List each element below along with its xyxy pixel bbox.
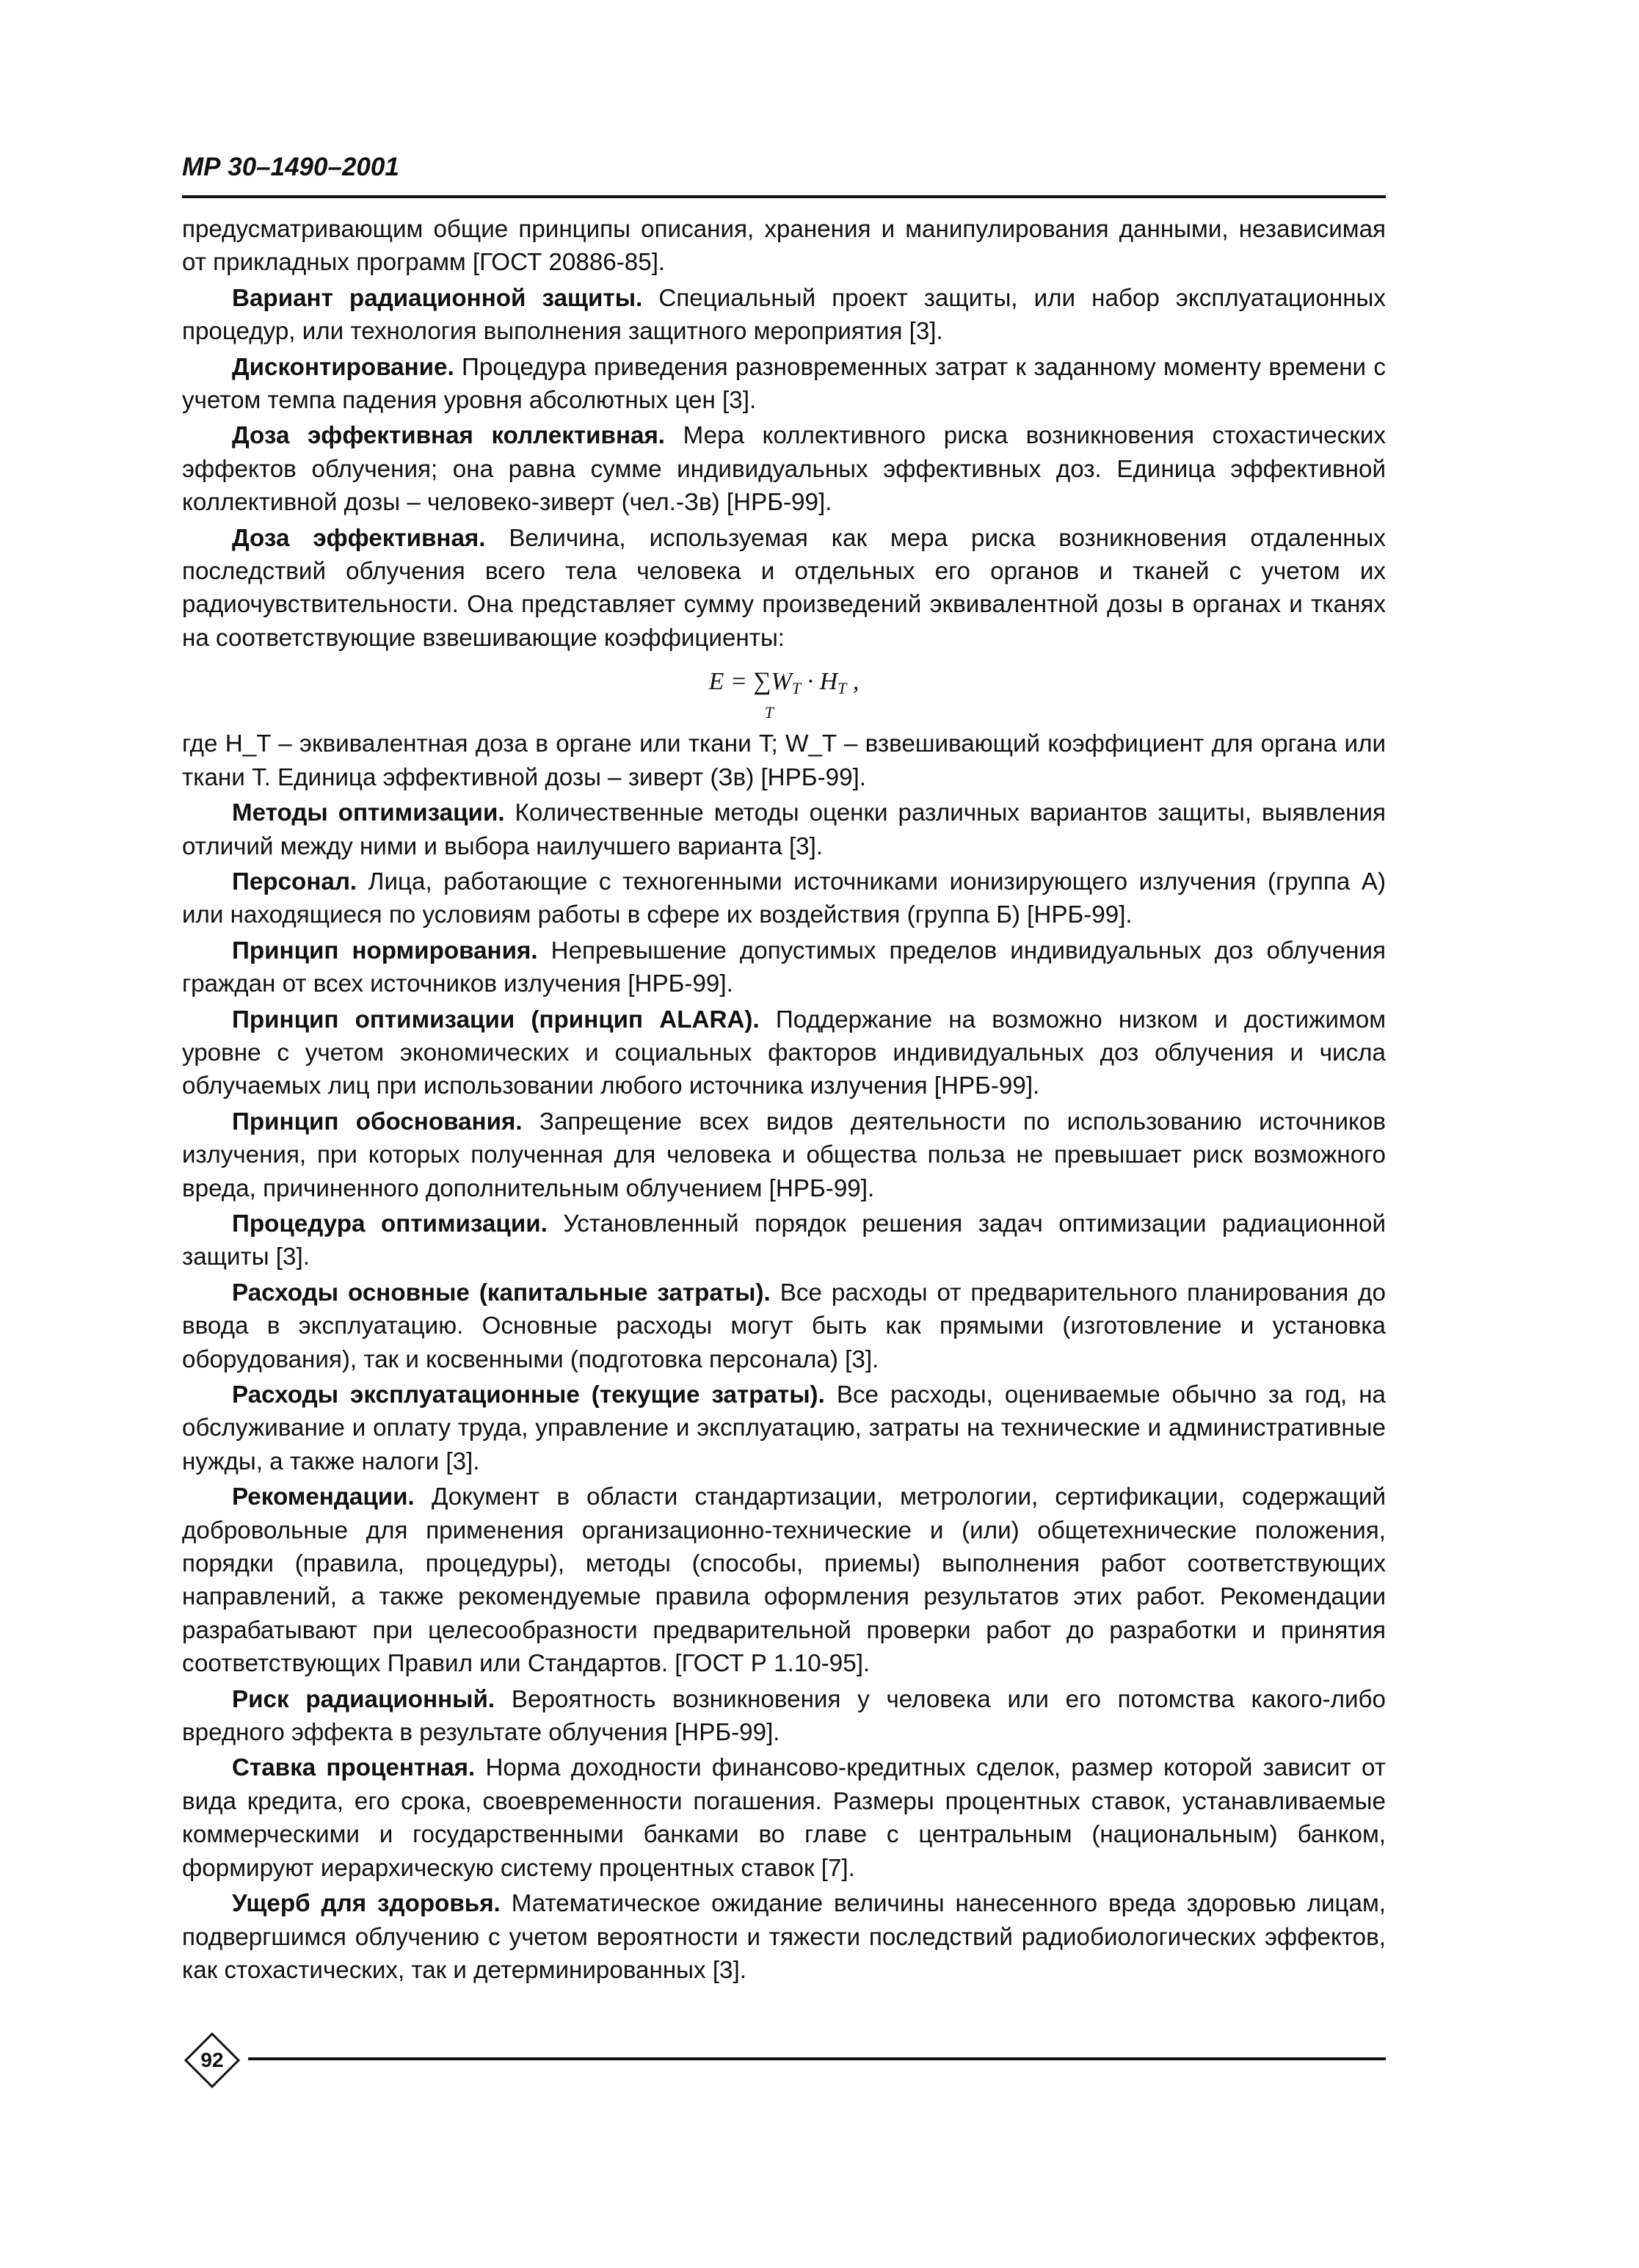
entry-text: Количественные методы оценки различных вариантов защиты, выявления отличий между ними и выбора наилучшего варианта [3].: [182, 799, 1387, 860]
page-header: [182, 153, 1386, 182]
entry-term: Принцип нормирования.: [232, 937, 538, 964]
effective-dose-formula: [182, 658, 1386, 725]
document-code: МР 30–1490–2001: [182, 153, 399, 181]
entry-text: Специальный проект защиты, или набор эксплуатационных процедур, или технология выполнения защитного мероприятия [3].: [182, 284, 1387, 346]
entry-term: Расходы основные (капитальные затраты).: [232, 1279, 771, 1306]
entry-personnel: [182, 865, 1386, 932]
entry-term: Принцип обоснования.: [232, 1108, 523, 1135]
entry-term: Доза эффективная.: [232, 524, 486, 552]
entry-term: Дисконтирование.: [232, 353, 454, 381]
formula-explanation: где H_T – эквивалентная доза в органе или ткани T; W_T – взвешивающий коэффициент для органа или ткани T. Единица эффективной дозы – зиверт (Зв) [НРБ-99].: [182, 730, 1386, 791]
entry-text: Непревышение допустимых пределов индивидуальных доз облучения граждан от всех источников излучения [НРБ-99].: [182, 937, 1386, 998]
entry-text: Лица, работающие с техногенными источниками ионизирующего излучения (группа А) или находящиеся по условиям работы в сфере их воздействия (группа Б) [НРБ-99].: [182, 868, 1386, 929]
formula-lhs: E = ∑: [708, 668, 771, 696]
header-rule: [182, 195, 1386, 198]
entry-normalization-principle: [182, 934, 1386, 1001]
entry-text: Математическое ожидание величины нанесенного вреда здоровью лицам, подвергшимся облучению с учетом вероятности и тяжести последствий радиобиологических эффектов, как стохастических, так и детерминированных [3].: [182, 1890, 1386, 1984]
formula-dose: H: [819, 668, 838, 696]
entry-text: Процедура приведения разновременных затрат к заданному моменту времени с учетом темпа падения уровня абсолютных цен [3].: [182, 353, 1386, 415]
entry-term: Персонал.: [232, 868, 357, 895]
entry-alara-principle: [182, 1003, 1386, 1103]
entry-term: Ставка процентная.: [232, 1754, 476, 1782]
formula-dose-subscript: T: [837, 679, 847, 698]
formula-weight: W: [771, 668, 792, 696]
entry-text: Поддержание на возможно низком и достижимом уровне с учетом экономических и социальных факторов индивидуальных доз облучения и числа облучаемых лиц при использовании любого источника излучения [НРБ-99].: [182, 1006, 1387, 1100]
entry-term: Принцип оптимизации (принцип ALARA).: [232, 1006, 760, 1033]
entry-optimization-methods: [182, 796, 1386, 863]
formula-tail: ,: [846, 668, 860, 696]
entry-text: Величина, используемая как мера риска возникновения отдаленных последствий облучения всего тела человека и отдельных его органов и тканей с учетом их радиочувствительности. Она представляет сумму произведений эквивалентной дозы в органах и тканях на соответствующие взвешивающие коэффициенты:: [182, 524, 1386, 652]
entry-recommendations: [182, 1480, 1386, 1680]
formula-dot: ·: [801, 668, 820, 696]
entry-term: Ущерб для здоровья.: [232, 1890, 501, 1918]
entry-term: Расходы эксплуатационные (текущие затраты).: [232, 1381, 825, 1409]
entry-interest-rate: [182, 1751, 1386, 1885]
entry-term: Методы оптимизации.: [232, 799, 505, 827]
entry-term: Вариант радиационной защиты.: [232, 284, 643, 312]
document-body: [182, 213, 1386, 1987]
entry-collective-dose: [182, 419, 1386, 519]
entry-health-damage: [182, 1887, 1386, 1987]
entry-capital-costs: [182, 1276, 1386, 1376]
entry-text: Норма доходности финансово-кредитных сделок, размер которой зависит от вида кредита, его срока, своевременности погашения. Размеры процентных ставок, устанавливаемые коммерческими и государственными банками во главе с центральным (национальным) банком, формируют иерархическую систему процентных ставок [7].: [182, 1754, 1386, 1882]
formula-weight-subscript: T: [791, 679, 802, 698]
entry-term: Доза эффективная коллективная.: [232, 422, 666, 450]
entry-term: Процедура оптимизации.: [232, 1210, 548, 1237]
entry-text: Все расходы, оцениваемые обычно за год, на обслуживание и оплату труда, управление и эксплуатацию, затраты на технические и административные нужды, а также налоги [3].: [182, 1381, 1387, 1475]
footer-rule: [248, 2057, 1386, 2060]
page-number-badge: [183, 2032, 241, 2089]
entry-text: Вероятность возникновения у человека или его потомства какого-либо вредного эффекта в результате облучения [НРБ-99].: [182, 1685, 1386, 1747]
entry-term: Риск радиационный.: [232, 1685, 495, 1713]
entry-variant: [182, 282, 1386, 349]
entry-radiation-risk: [182, 1683, 1386, 1750]
entry-optimization-procedure: [182, 1207, 1386, 1274]
entry-operating-costs: [182, 1378, 1386, 1478]
entry-text: Все расходы от предварительного планирования до ввода в эксплуатацию. Основные расходы могут быть как прямыми (изготовление и установка оборудования), так и косвенными (подготовка персонала) [3].: [182, 1279, 1386, 1373]
intro-paragraph: предусматривающим общие принципы описания, хранения и манипулирования данными, независимая от прикладных программ [ГОСТ 20886-85].: [182, 216, 1386, 277]
formula-sum-limit: T: [764, 703, 774, 722]
entry-justification-principle: [182, 1105, 1386, 1205]
entry-text: Документ в области стандартизации, метрологии, сертификации, содержащий добровольные для применения организационно-технические и (или) общетехнические положения, порядки (правила, процедуры), методы (способы, приемы) выполнения работ соответствующих направлений, а также рекомендуемые правила оформления результатов этих работ. Рекомендации разрабатывают при целесообразности предварительной проверки работ до разработки и принятия соответствующих Правил или Стандартов. [ГОСТ Р 1.10-95].: [182, 1483, 1386, 1678]
entry-effective-dose: [182, 522, 1386, 655]
entry-discounting: [182, 351, 1386, 418]
entry-text: Мера коллективного риска возникновения стохастических эффектов облучения; она равна сумме индивидуальных эффективных доз. Единица эффективной коллективной дозы – человеко-зиверт (чел.-Зв) [НРБ-99].: [182, 422, 1386, 517]
entry-text: Запрещение всех видов деятельности по использованию источников излучения, при которых полученная для человека и общества польза не превышает риск возможного вреда, причиненного дополнительным облучением [НРБ-99].: [182, 1108, 1387, 1202]
entry-term: Рекомендации.: [232, 1483, 415, 1511]
entry-text: Установленный порядок решения задач оптимизации радиационной защиты [3].: [182, 1210, 1386, 1271]
page-number: 92: [200, 2049, 224, 2071]
